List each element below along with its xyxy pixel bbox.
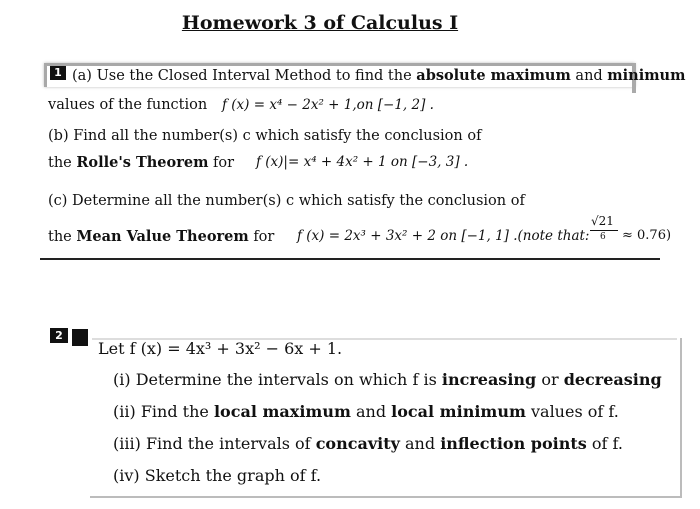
q1-number-badge: 1 [50, 66, 66, 80]
q2-part-iv: (iv) Sketch the graph of f. [113, 466, 322, 485]
q2-part-ii: (ii) Find the local maximum and local minimum values of f. [113, 402, 619, 421]
q1-part-c-line2: the Mean Value Theorem for [48, 228, 275, 245]
q1-part-a-line1: (a) Use the Closed Interval Method to find the absolute maximum and minimum [72, 67, 686, 84]
q1-part-b-function: f (x)|= x⁴ + 4x² + 1 on [−3, 3] . [256, 154, 469, 170]
q2-badge-marker [72, 329, 88, 346]
q1-part-c-line1: (c) Determine all the number(s) c which satisfy the conclusion of [48, 193, 525, 209]
q1-part-a-line2: values of the function [48, 97, 208, 113]
note-fraction-bar [590, 230, 618, 231]
q2-number-badge: 2 [50, 328, 68, 343]
section-divider-1 [40, 258, 660, 260]
q1-part-b-line1: (b) Find all the number(s) c which satisfy the conclusion of [48, 128, 482, 144]
q1-part-b-line2: the Rolle's Theorem for [48, 154, 235, 171]
q2-part-i: (i) Determine the intervals on which f is increasing or decreasing [113, 370, 662, 389]
note-sqrt-denominator: 6 [600, 232, 606, 242]
page-title: Homework 3 of Calculus I [181, 12, 459, 34]
note-sqrt-numerator: √21 [591, 214, 614, 228]
note-approx-value: ≈ 0.76) [622, 228, 672, 243]
q2-intro: Let f (x) = 4x³ + 3x² − 6x + 1. [98, 339, 343, 358]
q2-part-iii: (iii) Find the intervals of concavity and inflection points of f. [113, 434, 623, 453]
q1-part-c-function: f (x) = 2x³ + 3x² + 2 on [−1, 1] .(note that: [297, 228, 590, 244]
q1-part-a-function: f (x) = x⁴ − 2x² + 1,on [−1, 2] . [222, 97, 434, 113]
